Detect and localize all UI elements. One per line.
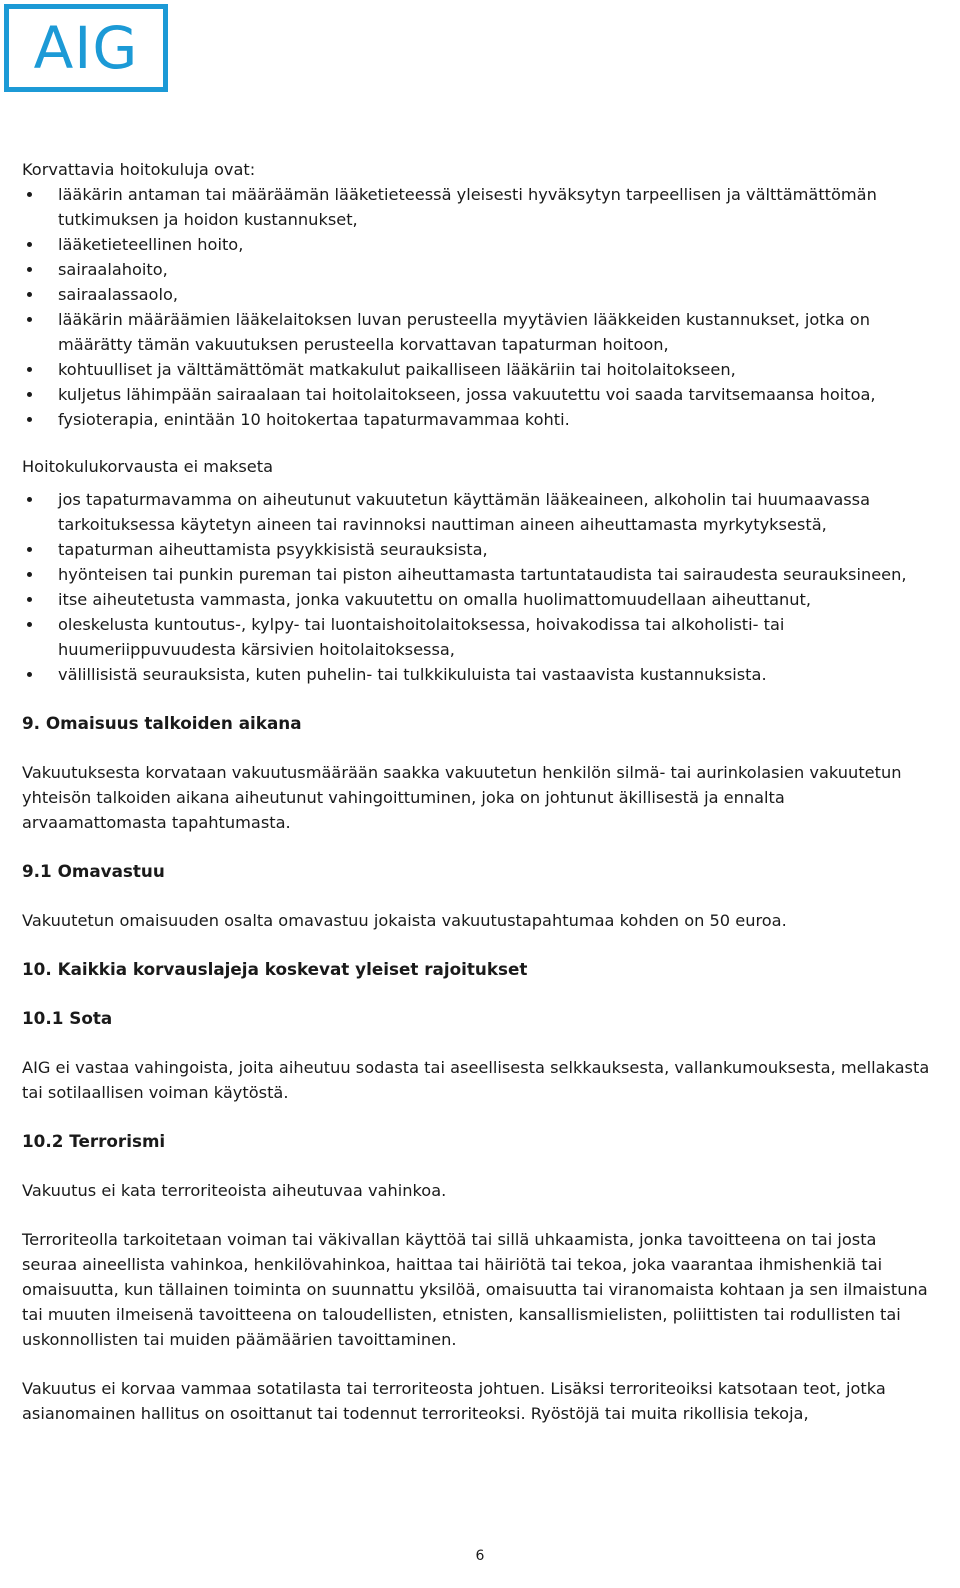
section-10-1-text: AIG ei vastaa vahingoista, joita aiheutuu sodasta tai aseellisesta selkkauksesta, vallankumouksesta, mellakasta tai sotilaallisen voiman käytöstä. (22, 1058, 930, 1102)
list-item: lääkärin määräämien lääkelaitoksen luvan perusteella myytävien lääkkeiden kustannukset, jotka on määrätty tämän vakuutuksen perusteella korvattavan tapaturman hoitoon, (22, 307, 932, 357)
section-10-1-heading: 10.1 Sota (22, 1008, 113, 1028)
list-item: tapaturman aiheuttamista psyykkisistä seurauksista, (22, 537, 932, 562)
section-9-heading: 9. Omaisuus talkoiden aikana (22, 713, 302, 733)
list-item: fysioterapia, enintään 10 hoitokertaa tapaturmavammaa kohti. (22, 407, 932, 432)
list-item: lääkärin antaman tai määräämän lääketieteessä yleisesti hyväksytyn tarpeellisen ja välttämättömän tutkimuksen ja hoidon kustannukset, (22, 182, 932, 232)
document-body (22, 157, 932, 1426)
aig-logo-text: AIG (33, 14, 139, 82)
aig-logo (4, 4, 168, 92)
section-9-1-text: Vakuutetun omaisuuden osalta omavastuu jokaista vakuutustapahtumaa kohden on 50 euroa. (22, 911, 787, 930)
section-9-text: Vakuutuksesta korvataan vakuutusmäärään saakka vakuutetun henkilön silmä- tai aurinkolasien vakuutetun yhteisön talkoiden aikana aiheutunut vahingoittuminen, joka on johtunut äkillisestä ja ennalta arvaamattomasta tapahtumasta. (22, 763, 902, 832)
costs-intro: Korvattavia hoitokuluja ovat: (22, 160, 256, 179)
exclusions-list (22, 487, 932, 687)
list-item: itse aiheutetusta vammasta, jonka vakuutettu on omalla huolimattomuudellaan aiheuttanut, (22, 587, 932, 612)
section-10-2-text-1: Vakuutus ei kata terroriteoista aiheutuvaa vahinkoa. (22, 1181, 447, 1200)
list-item: välillisistä seurauksista, kuten puhelin- tai tulkkikuluista tai vastaavista kustannuksista. (22, 662, 932, 687)
list-item: sairaalahoito, (22, 257, 932, 282)
list-item: kuljetus lähimpään sairaalaan tai hoitolaitokseen, jossa vakuutettu voi saada tarvitsemaansa hoitoa, (22, 382, 932, 407)
list-item: hyönteisen tai punkin pureman tai piston aiheuttamasta tartuntataudista tai sairaudesta seurauksineen, (22, 562, 932, 587)
list-item: jos tapaturmavamma on aiheutunut vakuutetun käyttämän lääkeaineen, alkoholin tai huumaavassa tarkoituksessa käytetyn aineen tai ravinnoksi nauttiman aineen aiheuttamasta myrkytyksestä, (22, 487, 932, 537)
costs-list (22, 182, 932, 432)
section-10-2-text-3: Vakuutus ei korvaa vammaa sotatilasta tai terroriteosta johtuen. Lisäksi terroriteoiksi katsotaan teot, jotka asianomainen hallitus on osoittanut tai todennut terroriteoksi. Ryöstöjä tai muita rikollisia tekoja, (22, 1379, 886, 1423)
list-item: lääketieteellinen hoito, (22, 232, 932, 257)
list-item: sairaalassaolo, (22, 282, 932, 307)
section-10-2-heading: 10.2 Terrorismi (22, 1131, 166, 1151)
exclusions-intro: Hoitokulukorvausta ei makseta (22, 457, 274, 476)
section-9-1-heading: 9.1 Omavastuu (22, 861, 165, 881)
list-item: kohtuulliset ja välttämättömät matkakulut paikalliseen lääkäriin tai hoitolaitokseen, (22, 357, 932, 382)
section-10-2-text-2: Terroriteolla tarkoitetaan voiman tai väkivallan käyttöä tai sillä uhkaamista, jonka tavoitteena on tai josta seuraa aineellista vahinkoa, henkilövahinkoa, haittaa tai häiriötä tai tekoa, joka vaarantaa ihmishenkiä tai omaisuutta, kun tällainen toiminta on suunnattu yksilöä, omaisuutta tai viranomaista kohtaan ja sen ilmaistuna tai muuten ilmeisenä tavoitteena on taloudellisten, etnisten, kansallismielisten, poliittisten tai rodullisten tai uskonnollisten tai muiden päämäärien tavoittaminen. (22, 1230, 928, 1349)
list-item: oleskelusta kuntoutus-, kylpy- tai luontaishoitolaitoksessa, hoivakodissa tai alkoholisti- tai huumeriippuvuudesta kärsivien hoitolaitoksessa, (22, 612, 932, 662)
section-10-heading: 10. Kaikkia korvauslajeja koskevat yleiset rajoitukset (22, 959, 528, 979)
page-number: 6 (475, 1548, 485, 1564)
